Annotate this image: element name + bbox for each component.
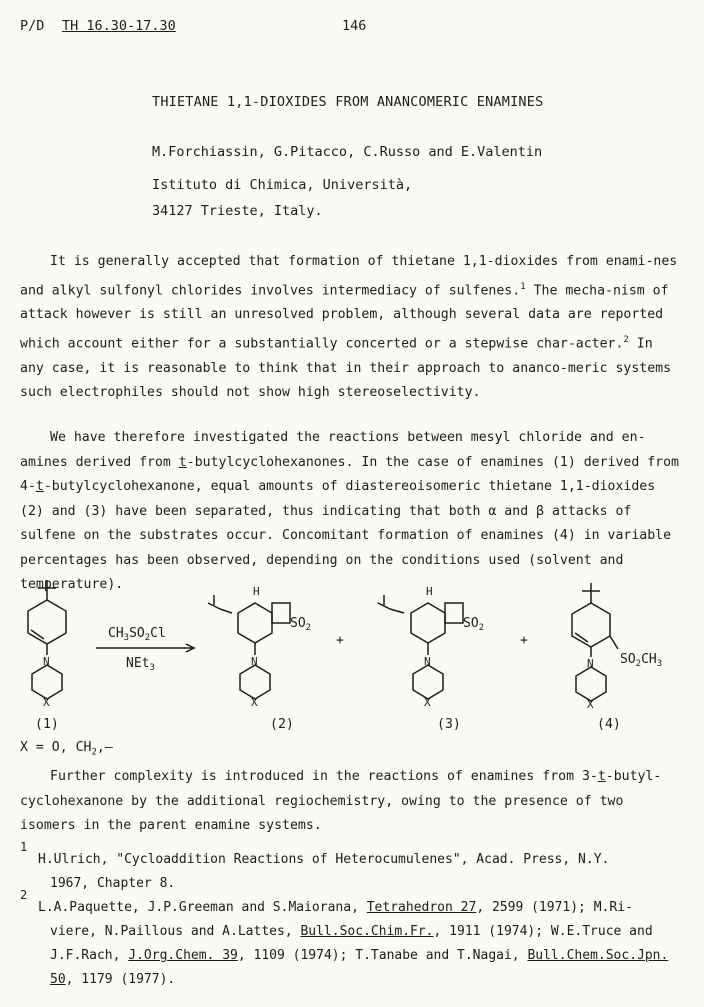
paragraph-1: It is generally accepted that formation of thietane 1,1-dioxides from enami-nes and alkyl sulfonyl chlorides involves intermediacy of sulfenes.$^1$ The mecha-nism of attack however is still an unresolved problem, although several data are reported which account either for a substantially concerted or a stepwise char-acter.$^2$ In any case, it is reasonable to think that in their approach to ananco-meric systems such electrophiles should not show high stereoselectivity. xyxy=(20,254,678,401)
x-atom-1: X xyxy=(43,696,50,709)
reaction-scheme xyxy=(0,575,704,715)
footnote-1: H.Ulrich, "Cycloaddition Reactions of Heterocumulenes", Acad. Press, N.Y. 1967, Chapter 8. xyxy=(38,852,610,891)
journal-bull-chem-soc-jpn: Bull.Chem.Soc.Jpn. xyxy=(527,948,669,963)
footnote-2: L.A.Paquette, J.P.Greeman and S.Maiorana, Tetrahedron 27, 2599 (1971); M.Ri- viere, N.Paillous and A.Lattes, Bull.Soc.Chim.Fr., 1911 (1974); W.E.Truce and J.F.Rach, J.Org.Chem. 39, 1109 (1974); T.Tanabe and T.Nagai, Bull.Chem.Soc.Jpn. 50, 1179 (1977). xyxy=(38,900,669,987)
n-atom-1: N xyxy=(43,655,50,668)
x-atom-4: X xyxy=(587,698,594,711)
plus-sign-2: + xyxy=(520,633,528,648)
reagent-top: $CH_3SO_2Cl$ xyxy=(108,626,166,643)
compound-4-structure xyxy=(572,583,618,701)
compound-label-4: (4) xyxy=(597,717,621,732)
ref-1: 1 xyxy=(520,281,526,292)
n-atom-4: N xyxy=(587,657,594,670)
authors: M.Forchiassin, G.Pitacco, C.Russo and E.Valentin xyxy=(152,144,543,160)
session-time: TH 16.30-17.30 xyxy=(62,18,176,34)
paragraph-2: We have therefore investigated the reactions between mesyl chloride and en-amines derived from t-butylcyclohexanones. In the case of enamines (1) derived from 4-t-butylcyclohexanone, equal amounts of diastereoisomeric thietane 1,1-dioxides (2) and (3) have been separated, thus indicating that both α and β attacks of sulfene on the substrates occur. Concomitant formation of enamines (4) in variable percentages has been observed, depending on the conditions used (solvent and temperature). xyxy=(20,430,680,592)
journal-bull-soc-chim-fr: Bull.Soc.Chim.Fr. xyxy=(300,924,434,939)
h-atom-3: H xyxy=(426,585,433,598)
session-code: P/D xyxy=(20,18,45,34)
so2-group-3: $SO_2$ xyxy=(463,616,485,633)
affiliation-line-1: Istituto di Chimica, Università, xyxy=(152,177,413,193)
compound-1-structure xyxy=(28,580,66,699)
compound-3-structure xyxy=(378,595,463,699)
journal-j-org-chem: J.Org.Chem. 39 xyxy=(128,948,238,963)
so2-group-2: $SO_2$ xyxy=(290,616,312,633)
h-atom-2: H xyxy=(253,585,260,598)
affiliation-line-2: 34127 Trieste, Italy. xyxy=(152,203,323,219)
page-number: 146 xyxy=(342,18,367,34)
x-atom-3: X xyxy=(424,696,431,709)
footnote-1-mark: 1 xyxy=(20,840,28,854)
n-atom-3: N xyxy=(424,655,431,668)
n-atom-2: N xyxy=(251,655,258,668)
compound-label-2: (2) xyxy=(270,717,294,732)
so2ch3-group: $SO_2CH_3$ xyxy=(620,652,663,669)
compound-label-3: (3) xyxy=(437,717,461,732)
paper-title: THIETANE 1,1-DIOXIDES FROM ANANCOMERIC ENAMINES xyxy=(152,94,544,110)
compound-label-1: (1) xyxy=(35,717,59,732)
journal-tetrahedron: Tetrahedron 27 xyxy=(366,900,477,915)
plus-sign-1: + xyxy=(336,633,344,648)
paragraph-3: Further complexity is introduced in the reactions of enamines from 3-t-butyl-cyclohexanone by the additional regiochemistry, owing to the presence of two isomers in the parent enamine systems. xyxy=(20,769,662,833)
compound-2-structure xyxy=(208,595,290,699)
ref-2: 2 xyxy=(623,334,629,345)
x-definition: X = O, $CH_2,—$ xyxy=(20,740,113,758)
footnote-2-mark: 2 xyxy=(20,888,28,902)
x-atom-2: X xyxy=(251,696,258,709)
reagent-bottom: NEt$_3$ xyxy=(126,656,155,673)
